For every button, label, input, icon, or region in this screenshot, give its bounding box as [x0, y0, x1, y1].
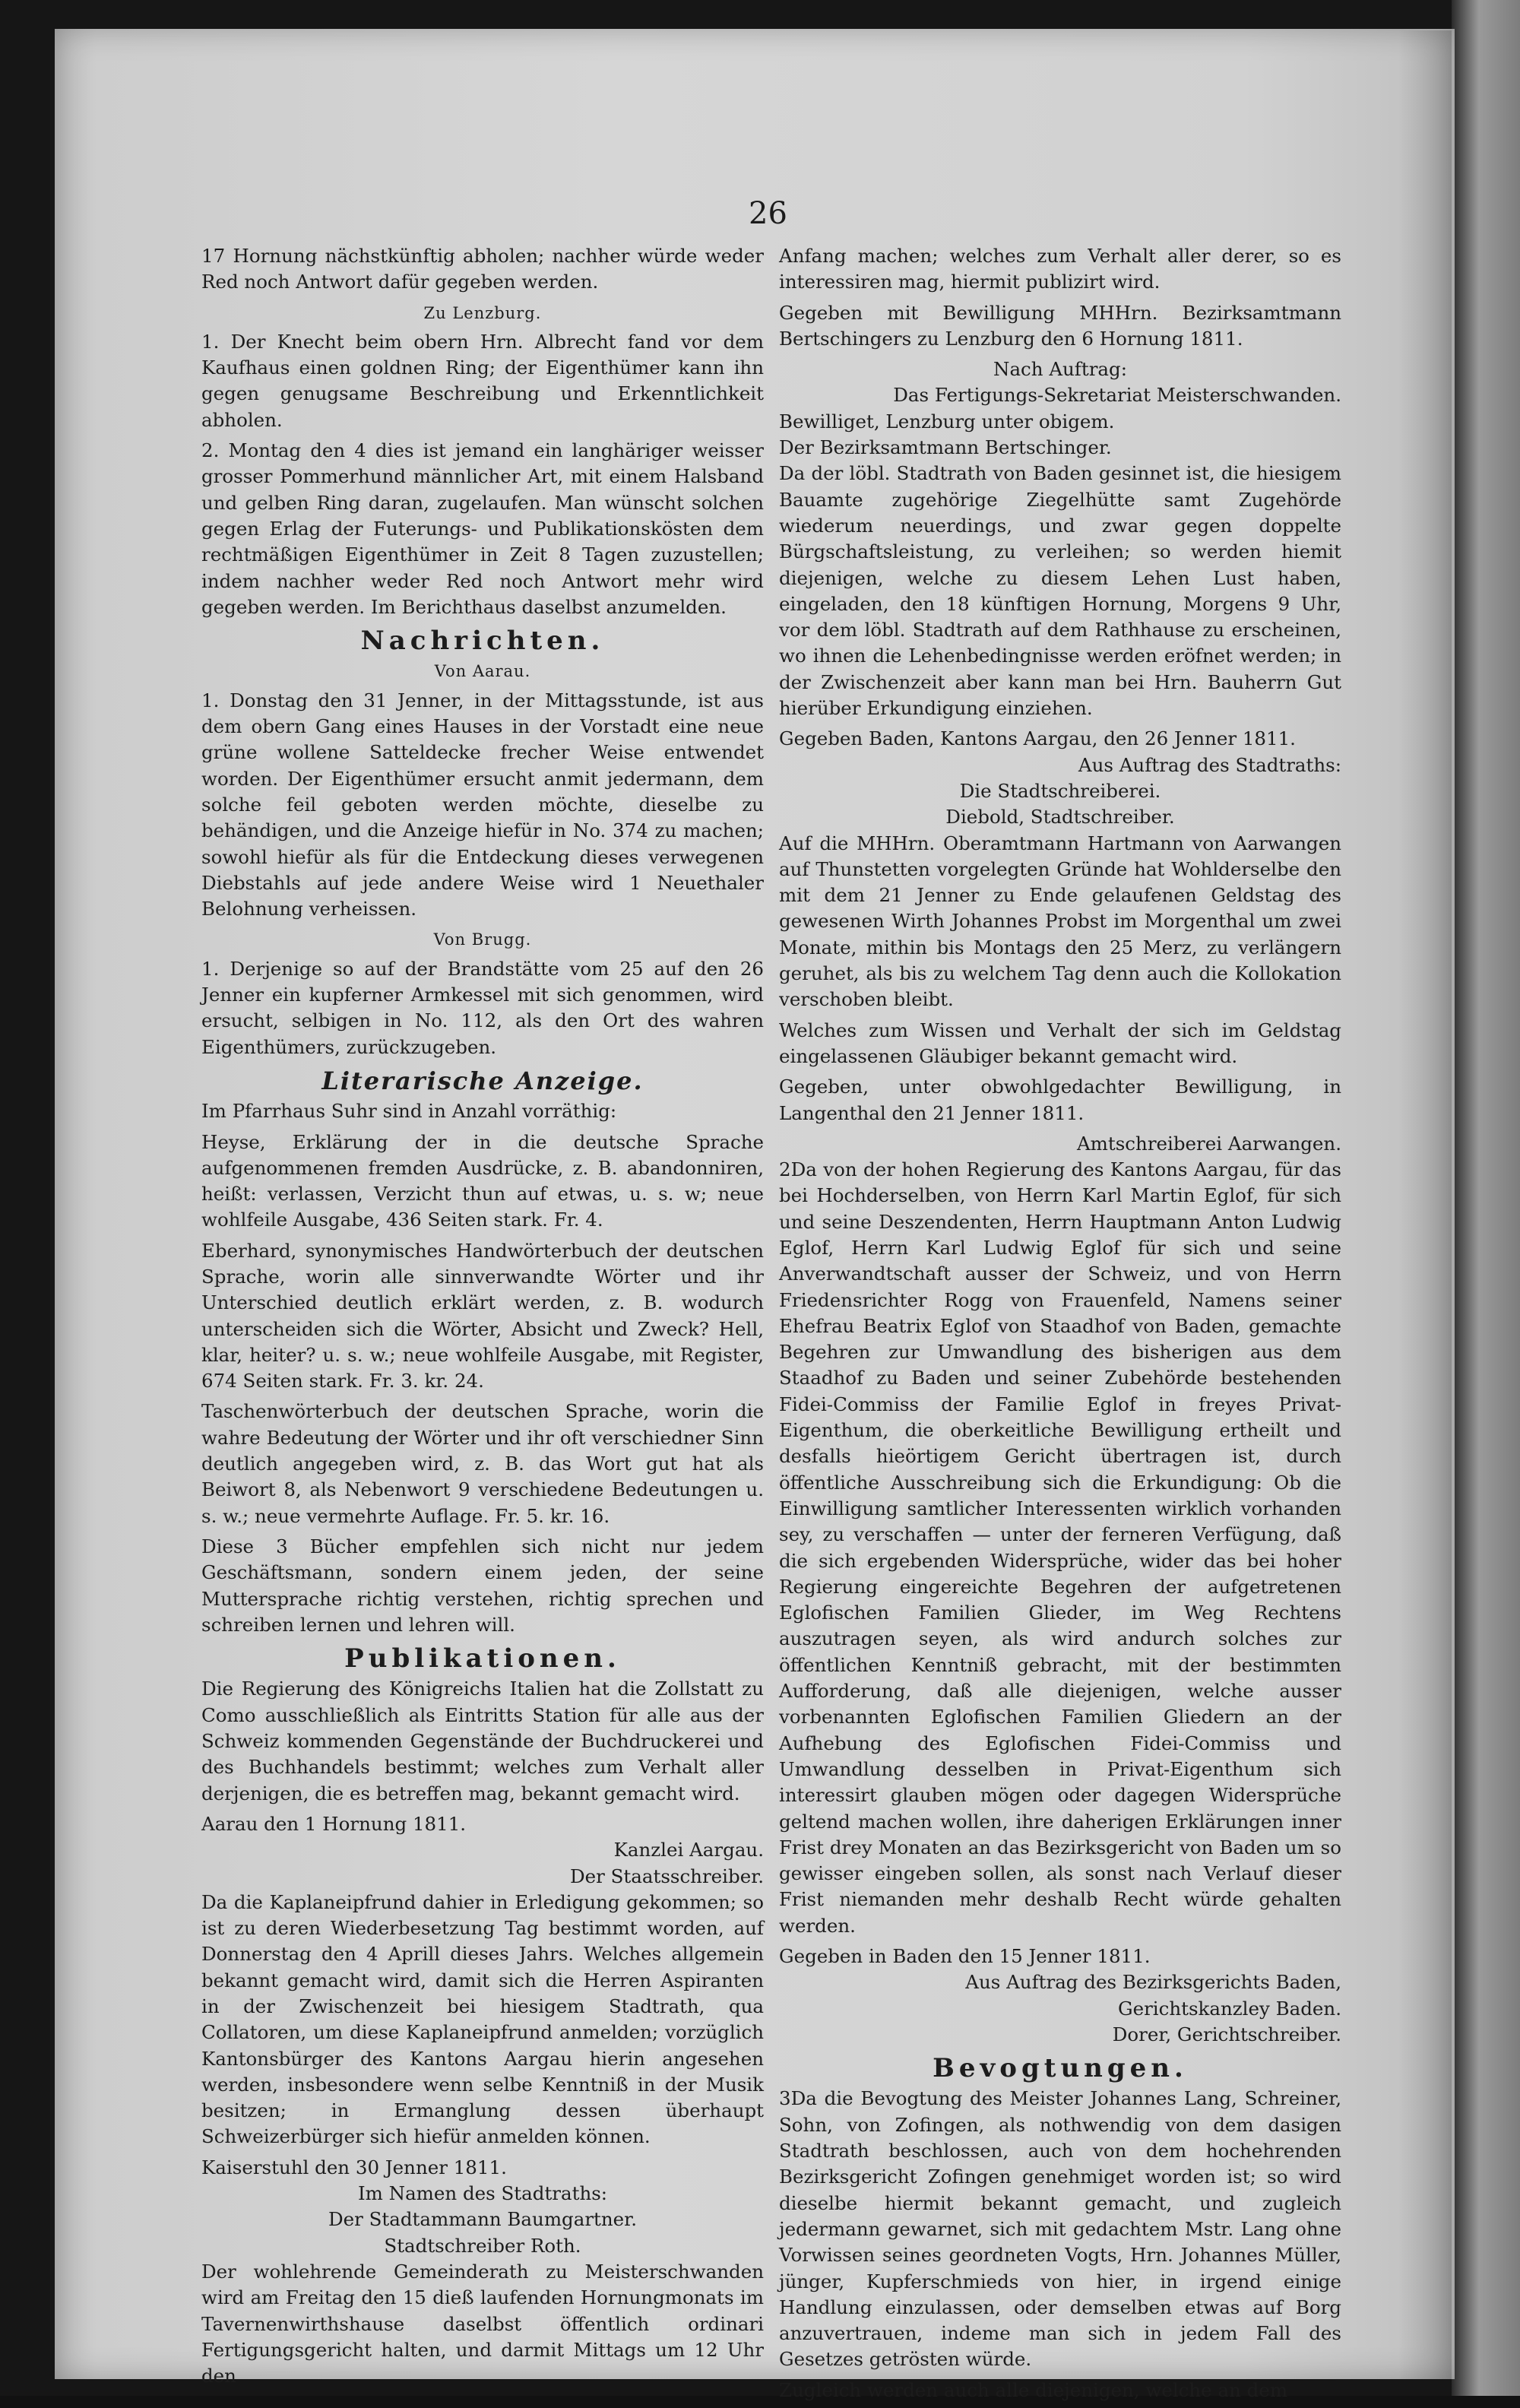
section-heading-publikationen: Publikationen.	[344, 1643, 621, 1675]
paragraph: 17 Hornung nächstkünftig abholen; nachher würde weder Red noch Antwort dafür gegeben werden.	[201, 245, 764, 293]
location-heading: Von Brugg.	[433, 930, 532, 949]
left-column	[201, 243, 764, 2394]
paragraph: Gegeben, unter obwohlgedachter Bewilligung, in Langenthal den 21 Jenner 1811.	[779, 1076, 1341, 1124]
paragraph: 1. Derjenige so auf der Brandstätte vom 25 auf den 26 Jenner ein kupferner Armkessel mit sich genommen, wird ersucht, selbigen in No. 112, als den Ort des wahren Eigenthümers, zurückzugeben.	[201, 957, 764, 1058]
book-listing: Heyse, Erklärung der in die deutsche Sprache aufgenommenen fremden Ausdrücke, z. B. abandonniren, heißt: verlassen, Verzicht thun auf etwas, u. s. w; neue wohlfeile Ausgabe, 436 Seiten stark. Fr. 4.	[201, 1130, 764, 1231]
signature: Bewilliget, Lenzburg unter obigem.	[779, 410, 1115, 432]
right-column	[779, 243, 1341, 2408]
signature: Amtschreiberei Aarwangen.	[1076, 1132, 1341, 1155]
paragraph: Welches zum Wissen und Verhalt der sich im Geldstag eingelassenen Gläubiger bekannt gemacht wird.	[779, 1019, 1341, 1067]
signature: Diebold, Stadtschreiber.	[945, 806, 1175, 829]
section-heading-bevogtungen: Bevogtungen.	[933, 2053, 1188, 2084]
paragraph: Im Pfarrhaus Suhr sind in Anzahl vorräthig:	[201, 1100, 617, 1123]
location-heading: Von Aarau.	[434, 662, 531, 681]
signature: Stadtschreiber Roth.	[384, 2234, 581, 2257]
signature: Der Bezirksamtmann Bertschinger.	[779, 436, 1112, 459]
section-heading-nachrichten: Nachrichten.	[360, 626, 605, 657]
signature: Dorer, Gerichtschreiber.	[1112, 2023, 1341, 2045]
dateline: Aarau den 1 Hornung 1811.	[201, 1812, 467, 1835]
location-heading: Zu Lenzburg.	[423, 303, 542, 322]
signature: Die Stadtschreiberei.	[959, 779, 1161, 802]
signature: Gerichtskanzley Baden.	[1118, 1997, 1341, 2020]
book-edge	[1452, 0, 1520, 2396]
paragraph: 1. Donstag den 31 Jenner, in der Mittagsstunde, ist aus dem obern Gang eines Hauses in der Vorstadt eine neue grüne wollene Satteldecke frecher Weise entwendet worden. Der Eigenthümer ersucht anmit jedermann, dem solche feil geboten werden möchte, dieselbe zu behändigen, und die Anzeige hiefür in No. 374 zu machen; sowohl hiefür als für die Entdeckung dieses verwegenen Diebstahls auf jede andere Weise wird 1 Neuethaler Belohnung verheissen.	[201, 689, 764, 920]
paragraph: Diese 3 Bücher empfehlen sich nicht nur jedem Geschäftsmann, sondern einem jeden, der seine Muttersprache richtig verstehen, richtig sprechen und schreiben lernen und lehren will.	[201, 1535, 764, 1636]
paragraph: 2. Montag den 4 dies ist jemand ein langhäriger weisser grosser Pommerhund männlicher Art, mit einem Halsband und gelben Ring daran, zugelaufen. Man wünscht solchen gegen Erlag der Futerungs- und Publikationskösten dem rechtmäßigen Eigenthümer in Zeit 8 Tagen zuzustellen; indem nachher weder Red noch Antwort mehr wird gegeben werden. Im Berichthaus daselbst anzumelden.	[201, 439, 764, 618]
signature: Nach Auftrag:	[993, 358, 1127, 381]
signature: Aus Auftrag des Stadtraths:	[1078, 753, 1341, 776]
signature: Im Namen des Stadtraths:	[357, 2182, 608, 2205]
paragraph: Da der löbl. Stadtrath von Baden gesinnet ist, die hiesigem Bauamte zugehörige Ziegelhütte samt Zugehörde wiederum neuerdings, und zwar gegen doppelte Bürgschaftsleistung, zu verleihen; so werden hiemit diejenigen, welche zu diesem Lehen Lust haben, eingeladen, den 18 künftigen Hornung, Morgens 9 Uhr, vor dem löbl. Stadtrath auf dem Rathhause zu erscheinen, wo ihnen die Lehenbedingnisse werden eröfnet werden; in der Zwischenzeit aber kann man bei Hrn. Bauherrn Gut hierüber Erkundigung einziehen.	[779, 462, 1341, 720]
paragraph: 3Da die Bevogtung des Meister Johannes Lang, Schreiner, Sohn, von Zofingen, als nothwendig von dem dasigen Stadtrath beschlossen, auch von dem hochehrenden Bezirksgericht Zofingen genehmiget worden ist; so wird dieselbe hiermit bekannt gemacht, und zugleich jedermann gewarnet, sich mit gedachtem Mstr. Lang ohne Vorwissen seines geordneten Vogts, Hrn. Johannes Müller, jünger, Kupferschmieds von hier, in irgend einige Handlung einzulassen, oder demselben etwas auf Borg anzuvertrauen, indeme man sich in jedem Fall des Gesetzes getrösten würde.	[779, 2087, 1341, 2371]
paragraph: Da die Kaplaneipfrund dahier in Erledigung gekommen; so ist zu deren Wiederbesetzung Tag bestimmt worden, auf Donnerstag den 4 Aprill dieses Jahrs. Welches allgemein bekannt gemacht wird, damit sich die Herren Aspiranten in der Zwischenzeit bei hiesigem Stadtrath, qua Collatoren, um diese Kaplaneipfrund anmelden; vorzüglich Kantonsbürger des Kantons Aargau hierin angesehen werden, insbesondere wenn selbe Kenntniß in der Musik besitzen; in Ermanglung dessen überhaupt Schweizerbürger sich hiefür anmelden können.	[201, 1890, 764, 2148]
paragraph: Zugleich werden auch alle diejenigen, welche an dem	[779, 2378, 1288, 2401]
dateline: Kaiserstuhl den 30 Jenner 1811.	[201, 2156, 507, 2178]
page-number: 26	[749, 196, 787, 231]
paragraph: Gegeben mit Bewilligung MHHrn. Bezirksamtmann Bertschingers zu Lenzburg den 6 Hornung 1811.	[779, 301, 1341, 350]
signature: Der Staatsschreiber.	[569, 1865, 764, 1887]
dateline: Gegeben Baden, Kantons Aargau, den 26 Jenner 1811.	[779, 727, 1296, 750]
book-listing: Eberhard, synonymisches Handwörterbuch der deutschen Sprache, worin alle sinnverwandte Wörter und ihr Unterschied deutlich erklärt werden, z. B. wodurch unterscheiden sich die Wörter, Absicht und Zweck? Hell, klar, heiter? u. s. w.; neue wohlfeile Ausgabe, mit Register, 674 Seiten stark. Fr. 3. kr. 24.	[201, 1239, 764, 1393]
book-listing: Taschenwörterbuch der deutschen Sprache, worin die wahre Bedeutung der Wörter und ihr oft verschiedner Sinn deutlich angegeben wird, z. B. das Wort gut hat als Beiwort 8, als Nebenwort 9 verschiedene Bedeutungen u. s. w.; neue vermehrte Auflage. Fr. 5. kr. 16.	[201, 1400, 764, 1527]
section-heading-literarische-anzeige: Literarische Anzeige.	[321, 1066, 644, 1095]
paragraph: Die Regierung des Königreichs Italien hat die Zollstatt zu Como ausschließlich als Eintritts Station für alle aus der Schweiz kommenden Gegenstände der Buchdruckerei und des Buchhandels bestimmt; welches zum Verhalt aller derjenigen, die es betreffen mag, bekannt gemacht wird.	[201, 1678, 764, 1804]
signature: Der Stadtammann Baumgartner.	[328, 2208, 637, 2231]
paragraph: Der wohlehrende Gemeinderath zu Meisterschwanden wird am Freitag den 15 dieß laufenden Hornungmonats im Tavernenwirthshause daselbst öffentlich ordinari Fertigungsgericht halten, und darmit Mittags um 12 Uhr den	[201, 2260, 764, 2387]
paragraph: 1. Der Knecht beim obern Hrn. Albrecht fand vor dem Kaufhaus einen goldnen Ring; der Eigenthümer kann ihn gegen genugsame Beschreibung und Erkenntlichkeit abholen.	[201, 330, 764, 431]
signature: Aus Auftrag des Bezirksgerichts Baden,	[965, 1971, 1341, 1994]
paragraph: Auf die MHHrn. Oberamtmann Hartmann von Aarwangen auf Thunstetten vorgelegten Gründe hat Wohlderselbe den mit dem 21 Jenner zu Ende gelaufenen Geldstag des gewesenen Wirth Johannes Probst im Morgenthal um zwei Monate, mithin bis Montags den 25 Merz, zu verlängern geruhet, als bis zu welchem Tag denn auch die Kollokation verschoben bleibt.	[779, 832, 1341, 1011]
page-fold-shadow	[1398, 30, 1452, 2379]
paragraph: Anfang machen; welches zum Verhalt aller derer, so es interessiren mag, hiermit publizirt wird.	[779, 245, 1341, 293]
signature: Das Fertigungs-Sekretariat Meisterschwanden.	[893, 384, 1341, 407]
signature: Kanzlei Aargau.	[613, 1839, 764, 1861]
dateline: Gegeben in Baden den 15 Jenner 1811.	[779, 1945, 1151, 1967]
paragraph: 2Da von der hohen Regierung des Kantons Aargau, für das bei Hochderselben, von Herrn Karl Martin Eglof, für sich und seine Deszendenten, Herrn Hauptmann Anton Ludwig Eglof, Herrn Karl Ludwig Eglof für sich und seine Anverwandtschaft ausser der Schweiz, und von Herrn Friedensrichter Rogg von Frauenfeld, Namens seiner Ehefrau Beatrix Eglof von Staadhof von Baden, gemachte Begehren zur Umwandlung des bisherigen aus dem Staadhof zu Baden und seiner Zubehörde bestehenden Fidei-Commiss der Familie Eglof in freyes Privat-Eigenthum, die oberkeitliche Bewilligung ertheilt und desfalls hieörtigem Gericht übertragen ist, durch öffentliche Ausschreibung sich die Erkundigung: Ob die Einwilligung samtlicher Interessenten wirklich vorhanden sey, zu verschaffen — unter der ferneren Verfügung, daß die sich ergebenden Widersprüche, wider das bei hoher Regierung eingereichte Begehren der aufgetretenen Eglofischen Familien Glieder, im Weg Rechtens auszutragen seyen, als wird andurch solches zur öffentlichen Kenntniß gebracht, mit der bestimmten Aufforderung, daß alle diejenigen, welche ausser vorbenannten Eglofischen Familien Gliedern an der Aufhebung des Eglofischen Fidei-Commiss und Umwandlung desselben in Privat-Eigenthum sich interessirt glauben mögen oder dagegen Widersprüche geltend machen wollen, ihre daherigen Erklärungen inner Frist drey Monaten an das Bezirksgericht von Baden um so gewisser eingeben sollen, als sonst nach Verlauf dieser Frist niemanden mehr deshalb Recht würde gehalten werden.	[779, 1158, 1341, 1937]
